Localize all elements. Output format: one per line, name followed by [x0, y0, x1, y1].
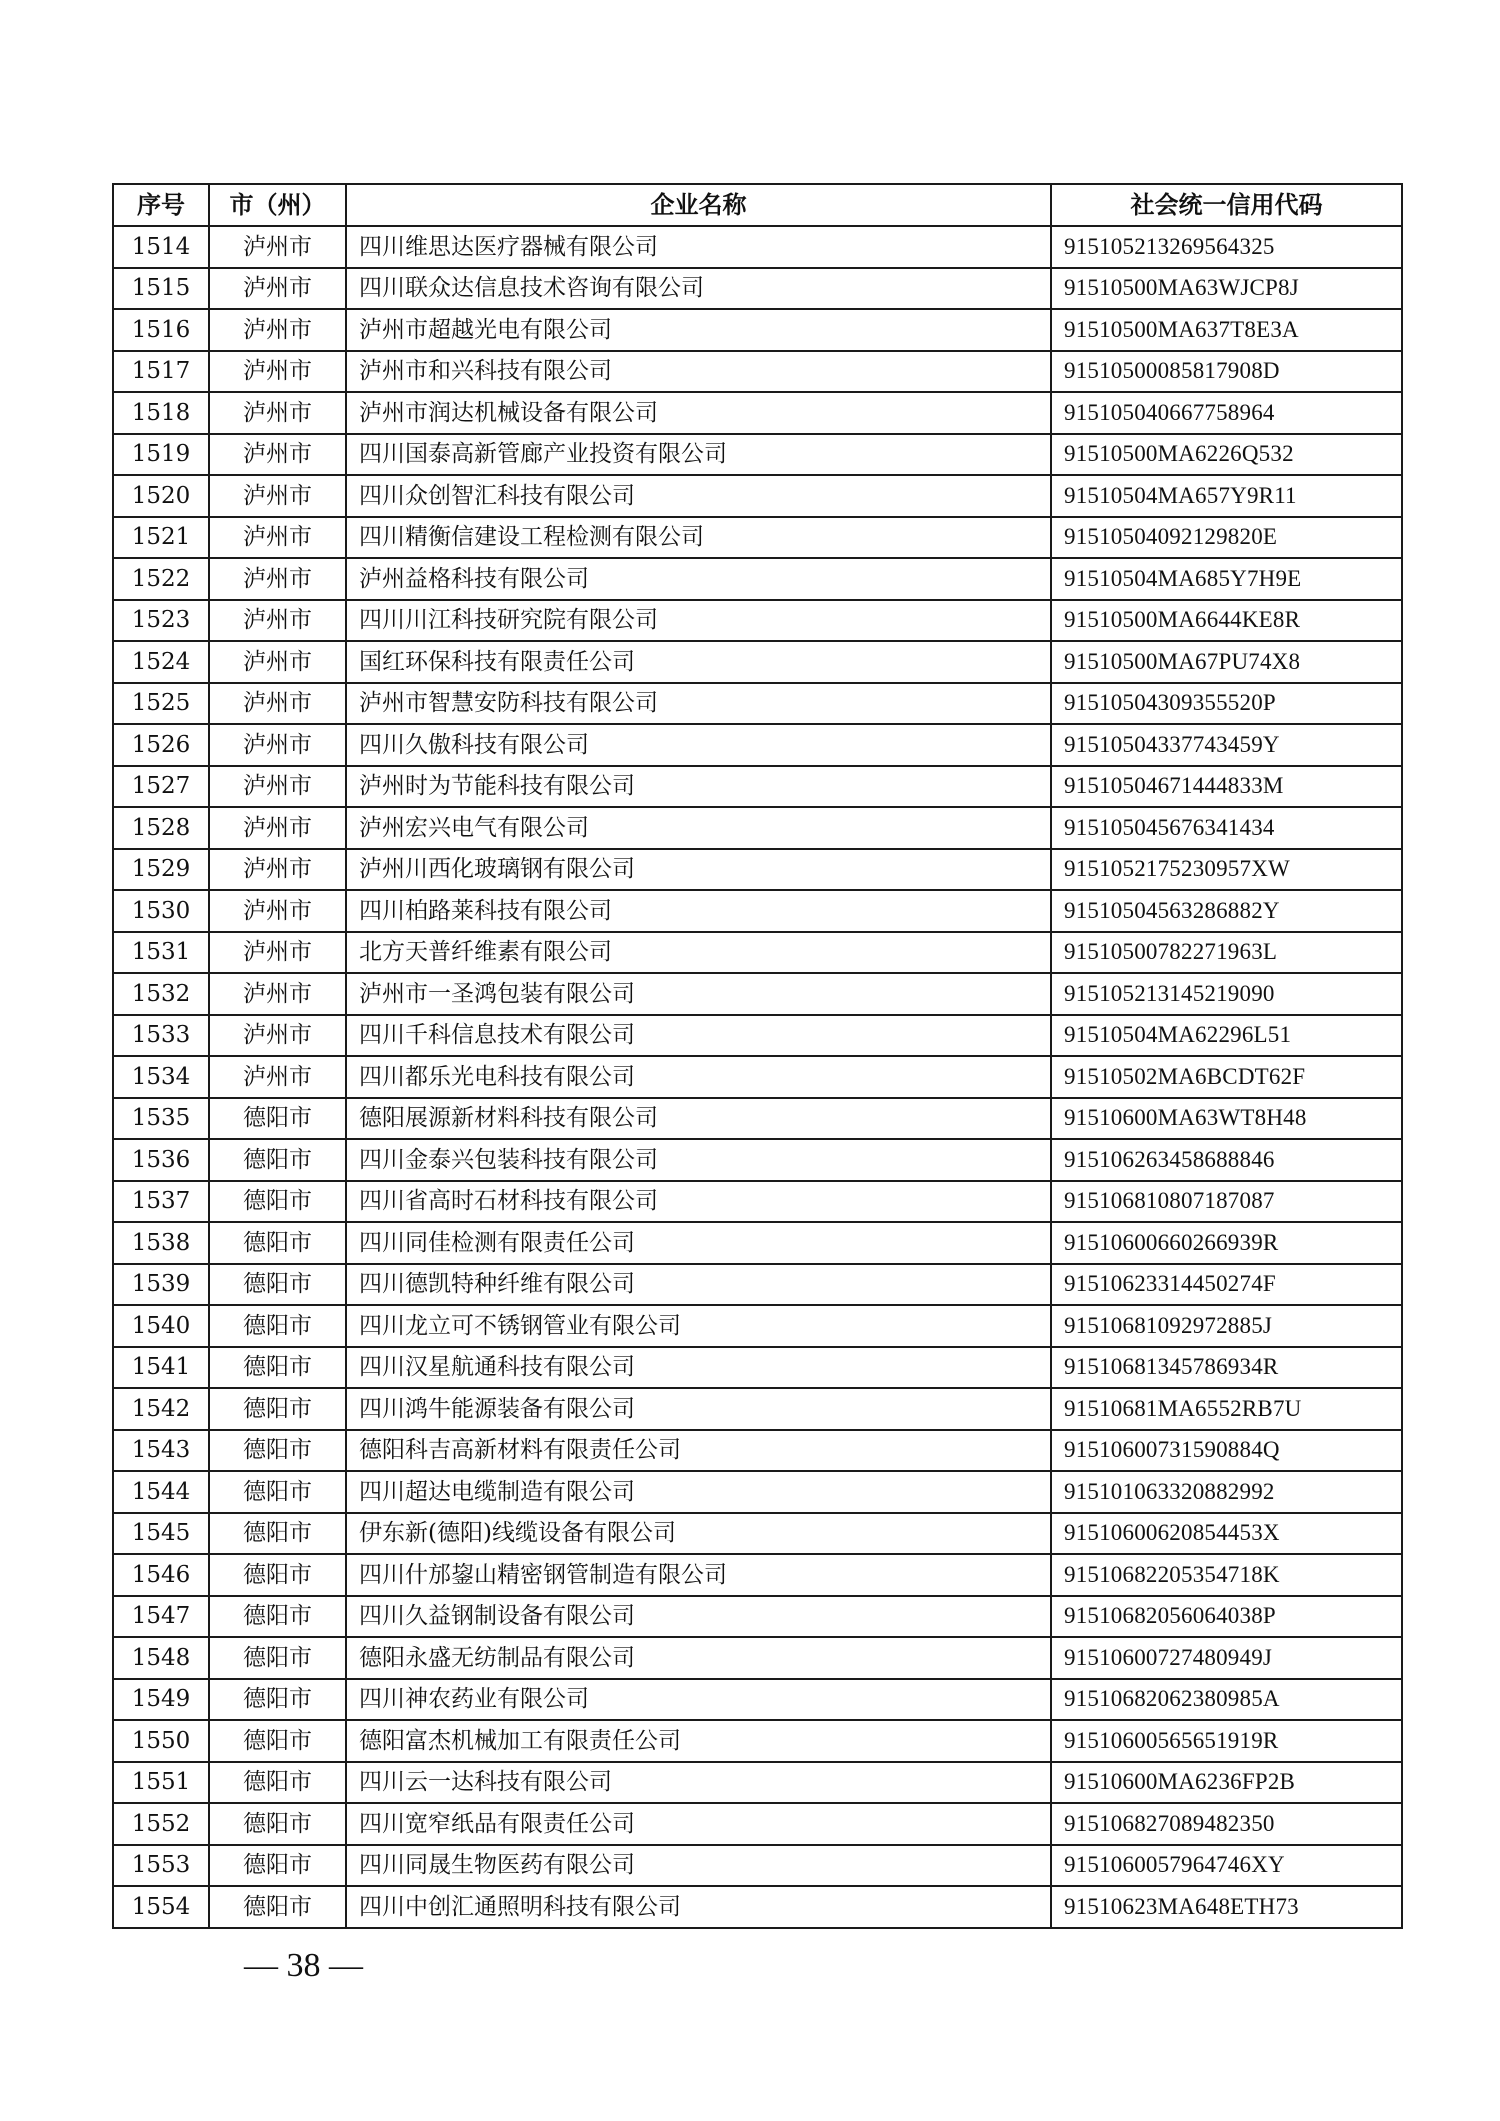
cell-serial-no: 1539 [113, 1264, 209, 1306]
cell-serial-no: 1521 [113, 517, 209, 559]
cell-city: 德阳市 [209, 1596, 346, 1638]
cell-credit-code: 91510500MA67PU74X8 [1051, 641, 1402, 683]
cell-enterprise-name: 德阳永盛无纺制品有限公司 [346, 1637, 1051, 1679]
table-row [113, 1098, 1402, 1140]
table-row [113, 558, 1402, 600]
cell-credit-code: 91510500MA6226Q532 [1051, 434, 1402, 476]
cell-serial-no: 1523 [113, 600, 209, 642]
cell-credit-code: 915106810807187087 [1051, 1181, 1402, 1223]
table-row [113, 475, 1402, 517]
table-body [113, 226, 1402, 1928]
cell-credit-code: 915106827089482350 [1051, 1803, 1402, 1845]
cell-enterprise-name: 泸州市润达机械设备有限公司 [346, 392, 1051, 434]
table-row [113, 849, 1402, 891]
table-row [113, 1513, 1402, 1555]
cell-city: 泸州市 [209, 600, 346, 642]
table-row [113, 1056, 1402, 1098]
cell-credit-code: 91510681345786934R [1051, 1347, 1402, 1389]
cell-credit-code: 91510504MA657Y9R11 [1051, 475, 1402, 517]
table-row [113, 434, 1402, 476]
cell-city: 泸州市 [209, 517, 346, 559]
cell-credit-code: 91510500782271963L [1051, 932, 1402, 974]
cell-enterprise-name: 四川金泰兴包装科技有限公司 [346, 1139, 1051, 1181]
cell-serial-no: 1546 [113, 1554, 209, 1596]
cell-credit-code: 91510682056064038P [1051, 1596, 1402, 1638]
cell-credit-code: 91510681092972885J [1051, 1305, 1402, 1347]
cell-enterprise-name: 国红环保科技有限责任公司 [346, 641, 1051, 683]
cell-city: 德阳市 [209, 1886, 346, 1928]
cell-serial-no: 1530 [113, 890, 209, 932]
cell-credit-code: 91510504563286882Y [1051, 890, 1402, 932]
cell-credit-code: 91510600565651919R [1051, 1720, 1402, 1762]
cell-credit-code: 915105213269564325 [1051, 226, 1402, 268]
cell-credit-code: 915101063320882992 [1051, 1471, 1402, 1513]
cell-serial-no: 1524 [113, 641, 209, 683]
cell-enterprise-name: 泸州市一圣鸿包装有限公司 [346, 973, 1051, 1015]
cell-credit-code: 9151060057964746XY [1051, 1845, 1402, 1887]
cell-enterprise-name: 德阳科吉高新材料有限责任公司 [346, 1430, 1051, 1472]
cell-city: 德阳市 [209, 1637, 346, 1679]
cell-enterprise-name: 北方天普纤维素有限公司 [346, 932, 1051, 974]
table-row [113, 1388, 1402, 1430]
cell-city: 泸州市 [209, 641, 346, 683]
cell-credit-code: 91510502MA6BCDT62F [1051, 1056, 1402, 1098]
table-row [113, 1181, 1402, 1223]
cell-credit-code: 91510504337743459Y [1051, 724, 1402, 766]
cell-credit-code: 91510504MA62296L51 [1051, 1015, 1402, 1057]
cell-enterprise-name: 四川精衡信建设工程检测有限公司 [346, 517, 1051, 559]
cell-serial-no: 1552 [113, 1803, 209, 1845]
cell-city: 德阳市 [209, 1222, 346, 1264]
table-row [113, 683, 1402, 725]
cell-enterprise-name: 四川众创智汇科技有限公司 [346, 475, 1051, 517]
cell-enterprise-name: 四川什邡鋆山精密钢管制造有限公司 [346, 1554, 1051, 1596]
cell-city: 德阳市 [209, 1430, 346, 1472]
table-row [113, 1471, 1402, 1513]
cell-enterprise-name: 四川中创汇通照明科技有限公司 [346, 1886, 1051, 1928]
cell-enterprise-name: 四川超达电缆制造有限公司 [346, 1471, 1051, 1513]
cell-enterprise-name: 泸州宏兴电气有限公司 [346, 807, 1051, 849]
cell-enterprise-name: 四川云一达科技有限公司 [346, 1762, 1051, 1804]
cell-serial-no: 1545 [113, 1513, 209, 1555]
cell-credit-code: 91510623MA648ETH73 [1051, 1886, 1402, 1928]
enterprise-table [112, 183, 1403, 1929]
cell-serial-no: 1529 [113, 849, 209, 891]
cell-serial-no: 1515 [113, 268, 209, 310]
cell-enterprise-name: 泸州市和兴科技有限公司 [346, 351, 1051, 393]
table-row [113, 1015, 1402, 1057]
cell-city: 泸州市 [209, 766, 346, 808]
cell-city: 泸州市 [209, 807, 346, 849]
cell-credit-code: 91510600MA63WT8H48 [1051, 1098, 1402, 1140]
cell-credit-code: 91510681MA6552RB7U [1051, 1388, 1402, 1430]
cell-serial-no: 1544 [113, 1471, 209, 1513]
table-row [113, 766, 1402, 808]
cell-enterprise-name: 泸州市智慧安防科技有限公司 [346, 683, 1051, 725]
table-row [113, 268, 1402, 310]
cell-city: 德阳市 [209, 1098, 346, 1140]
cell-enterprise-name: 四川龙立可不锈钢管业有限公司 [346, 1305, 1051, 1347]
cell-credit-code: 915106263458688846 [1051, 1139, 1402, 1181]
cell-credit-code: 9151052175230957XW [1051, 849, 1402, 891]
table-row [113, 309, 1402, 351]
cell-city: 泸州市 [209, 849, 346, 891]
cell-serial-no: 1543 [113, 1430, 209, 1472]
table-row [113, 1305, 1402, 1347]
cell-serial-no: 1533 [113, 1015, 209, 1057]
cell-serial-no: 1531 [113, 932, 209, 974]
cell-enterprise-name: 四川国泰高新管廊产业投资有限公司 [346, 434, 1051, 476]
cell-city: 泸州市 [209, 1015, 346, 1057]
cell-credit-code: 91510504671444833M [1051, 766, 1402, 808]
table-row [113, 517, 1402, 559]
cell-serial-no: 1519 [113, 434, 209, 476]
cell-serial-no: 1541 [113, 1347, 209, 1389]
cell-serial-no: 1551 [113, 1762, 209, 1804]
table-row [113, 1430, 1402, 1472]
cell-serial-no: 1520 [113, 475, 209, 517]
cell-credit-code: 91510500MA6644KE8R [1051, 600, 1402, 642]
cell-credit-code: 91510504309355520P [1051, 683, 1402, 725]
cell-credit-code: 91510623314450274F [1051, 1264, 1402, 1306]
cell-city: 泸州市 [209, 724, 346, 766]
table-header-row [113, 184, 1402, 226]
table-row [113, 1596, 1402, 1638]
cell-city: 德阳市 [209, 1347, 346, 1389]
cell-enterprise-name: 四川联众达信息技术咨询有限公司 [346, 268, 1051, 310]
table-row [113, 1845, 1402, 1887]
table-row [113, 1886, 1402, 1928]
table-row [113, 932, 1402, 974]
page-number: — 38 — [244, 1947, 363, 1984]
table-row [113, 641, 1402, 683]
cell-city: 德阳市 [209, 1720, 346, 1762]
cell-serial-no: 1554 [113, 1886, 209, 1928]
cell-serial-no: 1517 [113, 351, 209, 393]
cell-credit-code: 91510500MA63WJCP8J [1051, 268, 1402, 310]
cell-city: 泸州市 [209, 558, 346, 600]
cell-serial-no: 1534 [113, 1056, 209, 1098]
cell-credit-code: 91510504092129820E [1051, 517, 1402, 559]
cell-serial-no: 1527 [113, 766, 209, 808]
cell-city: 泸州市 [209, 434, 346, 476]
cell-city: 泸州市 [209, 683, 346, 725]
table-row [113, 392, 1402, 434]
cell-city: 德阳市 [209, 1845, 346, 1887]
cell-enterprise-name: 四川德凯特种纤维有限公司 [346, 1264, 1051, 1306]
table-row [113, 1264, 1402, 1306]
cell-serial-no: 1548 [113, 1637, 209, 1679]
table-row [113, 1803, 1402, 1845]
cell-enterprise-name: 四川都乐光电科技有限公司 [346, 1056, 1051, 1098]
cell-city: 泸州市 [209, 475, 346, 517]
cell-credit-code: 91510600731590884Q [1051, 1430, 1402, 1472]
table-row [113, 1347, 1402, 1389]
cell-serial-no: 1526 [113, 724, 209, 766]
cell-enterprise-name: 四川维思达医疗器械有限公司 [346, 226, 1051, 268]
table-row [113, 1679, 1402, 1721]
header-serial-no: 序号 [113, 184, 209, 226]
table-row [113, 1554, 1402, 1596]
cell-credit-code: 91510600727480949J [1051, 1637, 1402, 1679]
cell-credit-code: 91510600MA6236FP2B [1051, 1762, 1402, 1804]
header-city: 市（州） [209, 184, 346, 226]
cell-enterprise-name: 四川省高时石材科技有限公司 [346, 1181, 1051, 1223]
cell-enterprise-name: 四川柏路莱科技有限公司 [346, 890, 1051, 932]
cell-city: 德阳市 [209, 1513, 346, 1555]
table-row [113, 890, 1402, 932]
cell-serial-no: 1516 [113, 309, 209, 351]
cell-enterprise-name: 四川神农药业有限公司 [346, 1679, 1051, 1721]
cell-city: 德阳市 [209, 1264, 346, 1306]
cell-city: 德阳市 [209, 1139, 346, 1181]
cell-city: 德阳市 [209, 1803, 346, 1845]
cell-serial-no: 1536 [113, 1139, 209, 1181]
cell-enterprise-name: 四川同佳检测有限责任公司 [346, 1222, 1051, 1264]
cell-credit-code: 91510600660266939R [1051, 1222, 1402, 1264]
cell-enterprise-name: 四川同晟生物医药有限公司 [346, 1845, 1051, 1887]
table-row [113, 1762, 1402, 1804]
cell-enterprise-name: 泸州益格科技有限公司 [346, 558, 1051, 600]
table-row [113, 226, 1402, 268]
cell-city: 德阳市 [209, 1679, 346, 1721]
table-row [113, 807, 1402, 849]
table-row [113, 973, 1402, 1015]
table-row [113, 1139, 1402, 1181]
table-row [113, 600, 1402, 642]
table-row [113, 1720, 1402, 1762]
cell-serial-no: 1532 [113, 973, 209, 1015]
cell-city: 泸州市 [209, 351, 346, 393]
cell-serial-no: 1550 [113, 1720, 209, 1762]
cell-enterprise-name: 德阳富杰机械加工有限责任公司 [346, 1720, 1051, 1762]
cell-credit-code: 91510504MA685Y7H9E [1051, 558, 1402, 600]
cell-city: 泸州市 [209, 1056, 346, 1098]
cell-credit-code: 91510682205354718K [1051, 1554, 1402, 1596]
cell-city: 德阳市 [209, 1305, 346, 1347]
cell-city: 德阳市 [209, 1762, 346, 1804]
cell-serial-no: 1540 [113, 1305, 209, 1347]
cell-credit-code: 91510682062380985A [1051, 1679, 1402, 1721]
cell-credit-code: 915105040667758964 [1051, 392, 1402, 434]
cell-city: 德阳市 [209, 1471, 346, 1513]
cell-serial-no: 1547 [113, 1596, 209, 1638]
cell-city: 德阳市 [209, 1554, 346, 1596]
header-enterprise-name: 企业名称 [346, 184, 1051, 226]
cell-serial-no: 1514 [113, 226, 209, 268]
cell-city: 泸州市 [209, 309, 346, 351]
cell-enterprise-name: 泸州时为节能科技有限公司 [346, 766, 1051, 808]
table-row [113, 1222, 1402, 1264]
cell-credit-code: 91510500085817908D [1051, 351, 1402, 393]
table-row [113, 1637, 1402, 1679]
cell-enterprise-name: 四川川江科技研究院有限公司 [346, 600, 1051, 642]
cell-credit-code: 91510600620854453X [1051, 1513, 1402, 1555]
cell-serial-no: 1542 [113, 1388, 209, 1430]
cell-serial-no: 1518 [113, 392, 209, 434]
cell-serial-no: 1538 [113, 1222, 209, 1264]
cell-enterprise-name: 四川汉星航通科技有限公司 [346, 1347, 1051, 1389]
cell-city: 泸州市 [209, 392, 346, 434]
cell-serial-no: 1525 [113, 683, 209, 725]
cell-enterprise-name: 德阳展源新材料科技有限公司 [346, 1098, 1051, 1140]
cell-serial-no: 1537 [113, 1181, 209, 1223]
cell-city: 泸州市 [209, 973, 346, 1015]
cell-enterprise-name: 四川千科信息技术有限公司 [346, 1015, 1051, 1057]
cell-enterprise-name: 泸州市超越光电有限公司 [346, 309, 1051, 351]
table-row [113, 724, 1402, 766]
cell-city: 泸州市 [209, 268, 346, 310]
cell-serial-no: 1528 [113, 807, 209, 849]
cell-city: 泸州市 [209, 226, 346, 268]
cell-city: 德阳市 [209, 1388, 346, 1430]
cell-city: 泸州市 [209, 932, 346, 974]
cell-serial-no: 1535 [113, 1098, 209, 1140]
cell-serial-no: 1549 [113, 1679, 209, 1721]
header-credit-code: 社会统一信用代码 [1051, 184, 1402, 226]
cell-city: 德阳市 [209, 1181, 346, 1223]
cell-enterprise-name: 四川鸿牛能源装备有限公司 [346, 1388, 1051, 1430]
cell-serial-no: 1553 [113, 1845, 209, 1887]
cell-credit-code: 91510500MA637T8E3A [1051, 309, 1402, 351]
cell-serial-no: 1522 [113, 558, 209, 600]
cell-enterprise-name: 四川宽窄纸品有限责任公司 [346, 1803, 1051, 1845]
cell-credit-code: 915105213145219090 [1051, 973, 1402, 1015]
cell-enterprise-name: 四川久傲科技有限公司 [346, 724, 1051, 766]
cell-enterprise-name: 泸州川西化玻璃钢有限公司 [346, 849, 1051, 891]
cell-enterprise-name: 伊东新(德阳)线缆设备有限公司 [346, 1513, 1051, 1555]
cell-credit-code: 915105045676341434 [1051, 807, 1402, 849]
table-row [113, 351, 1402, 393]
cell-city: 泸州市 [209, 890, 346, 932]
cell-enterprise-name: 四川久益钢制设备有限公司 [346, 1596, 1051, 1638]
